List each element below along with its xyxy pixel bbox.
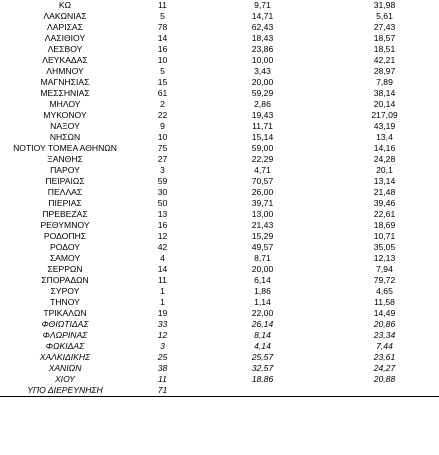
value-col3: 11,58	[374, 297, 395, 307]
cases-count: 2	[160, 99, 165, 109]
cases-count: 30	[157, 187, 168, 197]
value-col3: 42,21	[373, 55, 396, 65]
value-col3: 18,69	[373, 220, 396, 230]
value-col2: 15,14	[251, 132, 274, 142]
value-col2: 22,29	[251, 154, 274, 164]
cases-count: 19	[157, 308, 168, 318]
region-name: ΛΑΚΩΝΙΑΣ	[43, 11, 87, 21]
value-col2: 4,71	[254, 165, 271, 175]
region-name: ΜΑΓΝΗΣΙΑΣ	[40, 77, 90, 87]
region-name: ΚΩ	[58, 0, 72, 10]
value-col2: 15,29	[251, 231, 274, 241]
value-col3: 14,16	[373, 143, 396, 153]
region-name: ΤΗΝΟΥ	[50, 297, 80, 307]
value-col2: 23,86	[251, 44, 274, 54]
table-row	[0, 374, 439, 385]
value-col3: 217,09	[371, 110, 398, 120]
cases-count: 22	[157, 110, 168, 120]
value-col2: 18,43	[251, 33, 274, 43]
region-name: ΣΕΡΡΩΝ	[47, 264, 83, 274]
table-row	[0, 110, 439, 121]
region-name: ΦΩΚΙΔΑΣ	[45, 341, 85, 351]
cases-count: 12	[157, 330, 168, 340]
cases-count: 11	[158, 275, 167, 285]
value-col2: 6,14	[254, 275, 271, 285]
table-row	[0, 99, 439, 110]
region-name: ΛΕΥΚΑΔΑΣ	[42, 55, 88, 65]
region-name: ΦΘΙΩΤΙΔΑΣ	[41, 319, 89, 329]
value-col3: 24,27	[373, 363, 396, 373]
table-row	[0, 220, 439, 231]
region-name: ΣΠΟΡΑΔΩΝ	[41, 275, 89, 285]
value-col2: 2,86	[254, 99, 271, 109]
value-col2: 26,14	[251, 319, 274, 329]
cases-count: 61	[157, 88, 168, 98]
cases-count: 12	[157, 231, 168, 241]
cases-count: 9	[160, 121, 165, 131]
region-name: ΠΕΛΛΑΣ	[47, 187, 83, 197]
value-col2: 49,57	[251, 242, 274, 252]
value-col3: 18,57	[373, 33, 396, 43]
value-col2: 8,14	[254, 330, 271, 340]
table-row	[0, 66, 439, 77]
value-col2: 20,00	[251, 264, 274, 274]
value-col3: 39,46	[373, 198, 396, 208]
value-col3: 20,14	[373, 99, 396, 109]
cases-count: 75	[157, 143, 168, 153]
region-name: ΧΑΝΙΩΝ	[48, 363, 82, 373]
value-col2: 32,57	[251, 363, 274, 373]
table-row	[0, 33, 439, 44]
value-col2: 59,29	[251, 88, 274, 98]
table-row	[0, 44, 439, 55]
table-row	[0, 143, 439, 154]
table-row	[0, 154, 439, 165]
cases-count: 11	[158, 374, 167, 384]
table-row	[0, 330, 439, 341]
region-name: ΞΑΝΘΗΣ	[47, 154, 83, 164]
value-col2: 26,00	[251, 187, 274, 197]
value-col3: 22,61	[373, 209, 396, 219]
value-col3	[330, 385, 439, 397]
value-col3: 31,98	[373, 0, 396, 10]
region-name: ΡΟΔΟΠΗΣ	[43, 231, 87, 241]
region-name: ΤΡΙΚΑΛΩΝ	[43, 308, 87, 318]
table-row	[0, 198, 439, 209]
table-row	[0, 165, 439, 176]
region-name: ΛΗΜΝΟΥ	[46, 66, 84, 76]
region-name: ΠΕΙΡΑΙΩΣ	[45, 176, 85, 186]
value-col3: 23,61	[373, 352, 396, 362]
value-col3: 21,48	[373, 187, 396, 197]
region-name: ΠΙΕΡΙΑΣ	[48, 198, 82, 208]
cases-count: 78	[157, 22, 168, 32]
value-col2: 21,43	[251, 220, 274, 230]
value-col2: 1,14	[254, 297, 271, 307]
value-col2: 9,71	[254, 0, 271, 10]
value-col2: 25,57	[251, 352, 274, 362]
table-row	[0, 176, 439, 187]
region-name: ΜΕΣΣΗΝΙΑΣ	[40, 88, 90, 98]
region-name: ΣΑΜΟΥ	[49, 253, 81, 263]
table-row	[0, 0, 439, 11]
cases-count: 50	[157, 198, 168, 208]
value-col3: 10,71	[373, 231, 396, 241]
cases-count: 5	[160, 66, 165, 76]
value-col2: 22,00	[251, 308, 274, 318]
table-row	[0, 11, 439, 22]
table-row	[0, 242, 439, 253]
value-col2: 10,00	[251, 55, 274, 65]
cases-count: 14	[157, 33, 168, 43]
value-col3: 79,72	[373, 275, 396, 285]
value-col3: 14,49	[373, 308, 396, 318]
cases-count: 16	[157, 44, 168, 54]
cases-count: 10	[157, 55, 168, 65]
cases-count: 1	[160, 297, 165, 307]
region-name: ΝΑΞΟΥ	[50, 121, 80, 131]
cases-count: 59	[157, 176, 168, 186]
table-row	[0, 253, 439, 264]
table-row	[0, 77, 439, 88]
cases-count: 33	[157, 319, 168, 329]
value-col2: 18,86	[251, 374, 274, 384]
region-name: ΛΑΣΙΘΙΟΥ	[44, 33, 86, 43]
value-col3: 18,51	[373, 44, 396, 54]
value-col2: 70,57	[251, 176, 274, 186]
cases-count: 3	[160, 165, 165, 175]
value-col3: 13,4	[376, 132, 393, 142]
value-col3: 28,97	[373, 66, 396, 76]
region-name: ΛΕΣΒΟΥ	[47, 44, 83, 54]
value-col3: 13,14	[373, 176, 396, 186]
table-row	[0, 297, 439, 308]
value-col3: 12,13	[373, 253, 396, 263]
value-col2: 19,43	[251, 110, 274, 120]
cases-count: 71	[130, 385, 195, 397]
cases-count: 5	[160, 11, 165, 21]
value-col3: 27,43	[373, 22, 396, 32]
region-name: ΠΑΡΟΥ	[50, 165, 80, 175]
cases-count: 15	[157, 77, 168, 87]
value-col2: 3,43	[254, 66, 271, 76]
value-col3: 5,61	[376, 11, 393, 21]
value-col2: 11,71	[252, 121, 273, 131]
table-row	[0, 385, 439, 397]
region-name: ΝΗΣΩΝ	[49, 132, 81, 142]
cases-count: 3	[160, 341, 165, 351]
cases-count: 27	[157, 154, 168, 164]
value-col3: 20,86	[373, 319, 396, 329]
table-row	[0, 121, 439, 132]
region-name: ΡΕΘΥΜΝΟΥ	[40, 220, 90, 230]
cases-count: 38	[157, 363, 168, 373]
value-col3: 24,28	[373, 154, 396, 164]
value-col2: 4,14	[254, 341, 271, 351]
value-col2	[195, 385, 330, 397]
value-col2: 62,43	[251, 22, 274, 32]
value-col3: 35,05	[373, 242, 396, 252]
region-name: ΛΑΡΙΣΑΣ	[47, 22, 83, 32]
table-row	[0, 363, 439, 374]
region-name: ΡΟΔΟΥ	[50, 242, 80, 252]
value-col2: 39,71	[251, 198, 274, 208]
table-row	[0, 231, 439, 242]
value-col3: 20,88	[373, 374, 396, 384]
region-name: ΝΟΤΙΟΥ ΤΟΜΕΑ ΑΘΗΝΩΝ	[13, 143, 117, 153]
table-row	[0, 286, 439, 297]
value-col3: 38,14	[373, 88, 396, 98]
region-name: ΦΛΩΡΙΝΑΣ	[42, 330, 88, 340]
cases-count: 13	[157, 209, 168, 219]
table-row	[0, 319, 439, 330]
table-row	[0, 209, 439, 220]
table-row	[0, 275, 439, 286]
value-col2: 20,00	[251, 77, 274, 87]
table-row	[0, 88, 439, 99]
table-row	[0, 22, 439, 33]
table-row	[0, 55, 439, 66]
table-row	[0, 187, 439, 198]
value-col3: 43,19	[373, 121, 396, 131]
cases-count: 16	[157, 220, 168, 230]
value-col2: 8,71	[254, 253, 271, 263]
value-col3: 7,94	[376, 264, 393, 274]
cases-count: 11	[158, 0, 167, 10]
value-col2: 14,71	[251, 11, 274, 21]
region-name: ΧΑΛΚΙΔΙΚΗΣ	[39, 352, 91, 362]
region-name: ΠΡΕΒΕΖΑΣ	[42, 209, 88, 219]
cases-count: 42	[157, 242, 168, 252]
table-row	[0, 264, 439, 275]
cases-count: 25	[157, 352, 168, 362]
value-col3: 23,34	[373, 330, 396, 340]
value-col3: 20,1	[376, 165, 393, 175]
region-name: ΜΗΛΟΥ	[49, 99, 81, 109]
value-col3: 7,44	[376, 341, 393, 351]
value-col2: 13,00	[251, 209, 274, 219]
cases-count: 1	[160, 286, 165, 296]
cases-count: 4	[160, 253, 165, 263]
value-col3: 4,65	[376, 286, 393, 296]
value-col2: 59,00	[251, 143, 274, 153]
region-name: ΧΙΟΥ	[54, 374, 76, 384]
value-col3: 7,89	[376, 77, 393, 87]
value-col2: 1,86	[254, 286, 271, 296]
table-row	[0, 308, 439, 319]
cases-count: 10	[157, 132, 168, 142]
cases-count: 14	[157, 264, 168, 274]
table-row	[0, 341, 439, 352]
region-name: ΥΠΟ ΔΙΕΡΕΥΝΗΣΗ	[0, 385, 130, 397]
region-name: ΣΥΡΟΥ	[50, 286, 80, 296]
region-name: ΜΥΚΟΝΟΥ	[43, 110, 87, 120]
table-row	[0, 132, 439, 143]
table-row	[0, 352, 439, 363]
